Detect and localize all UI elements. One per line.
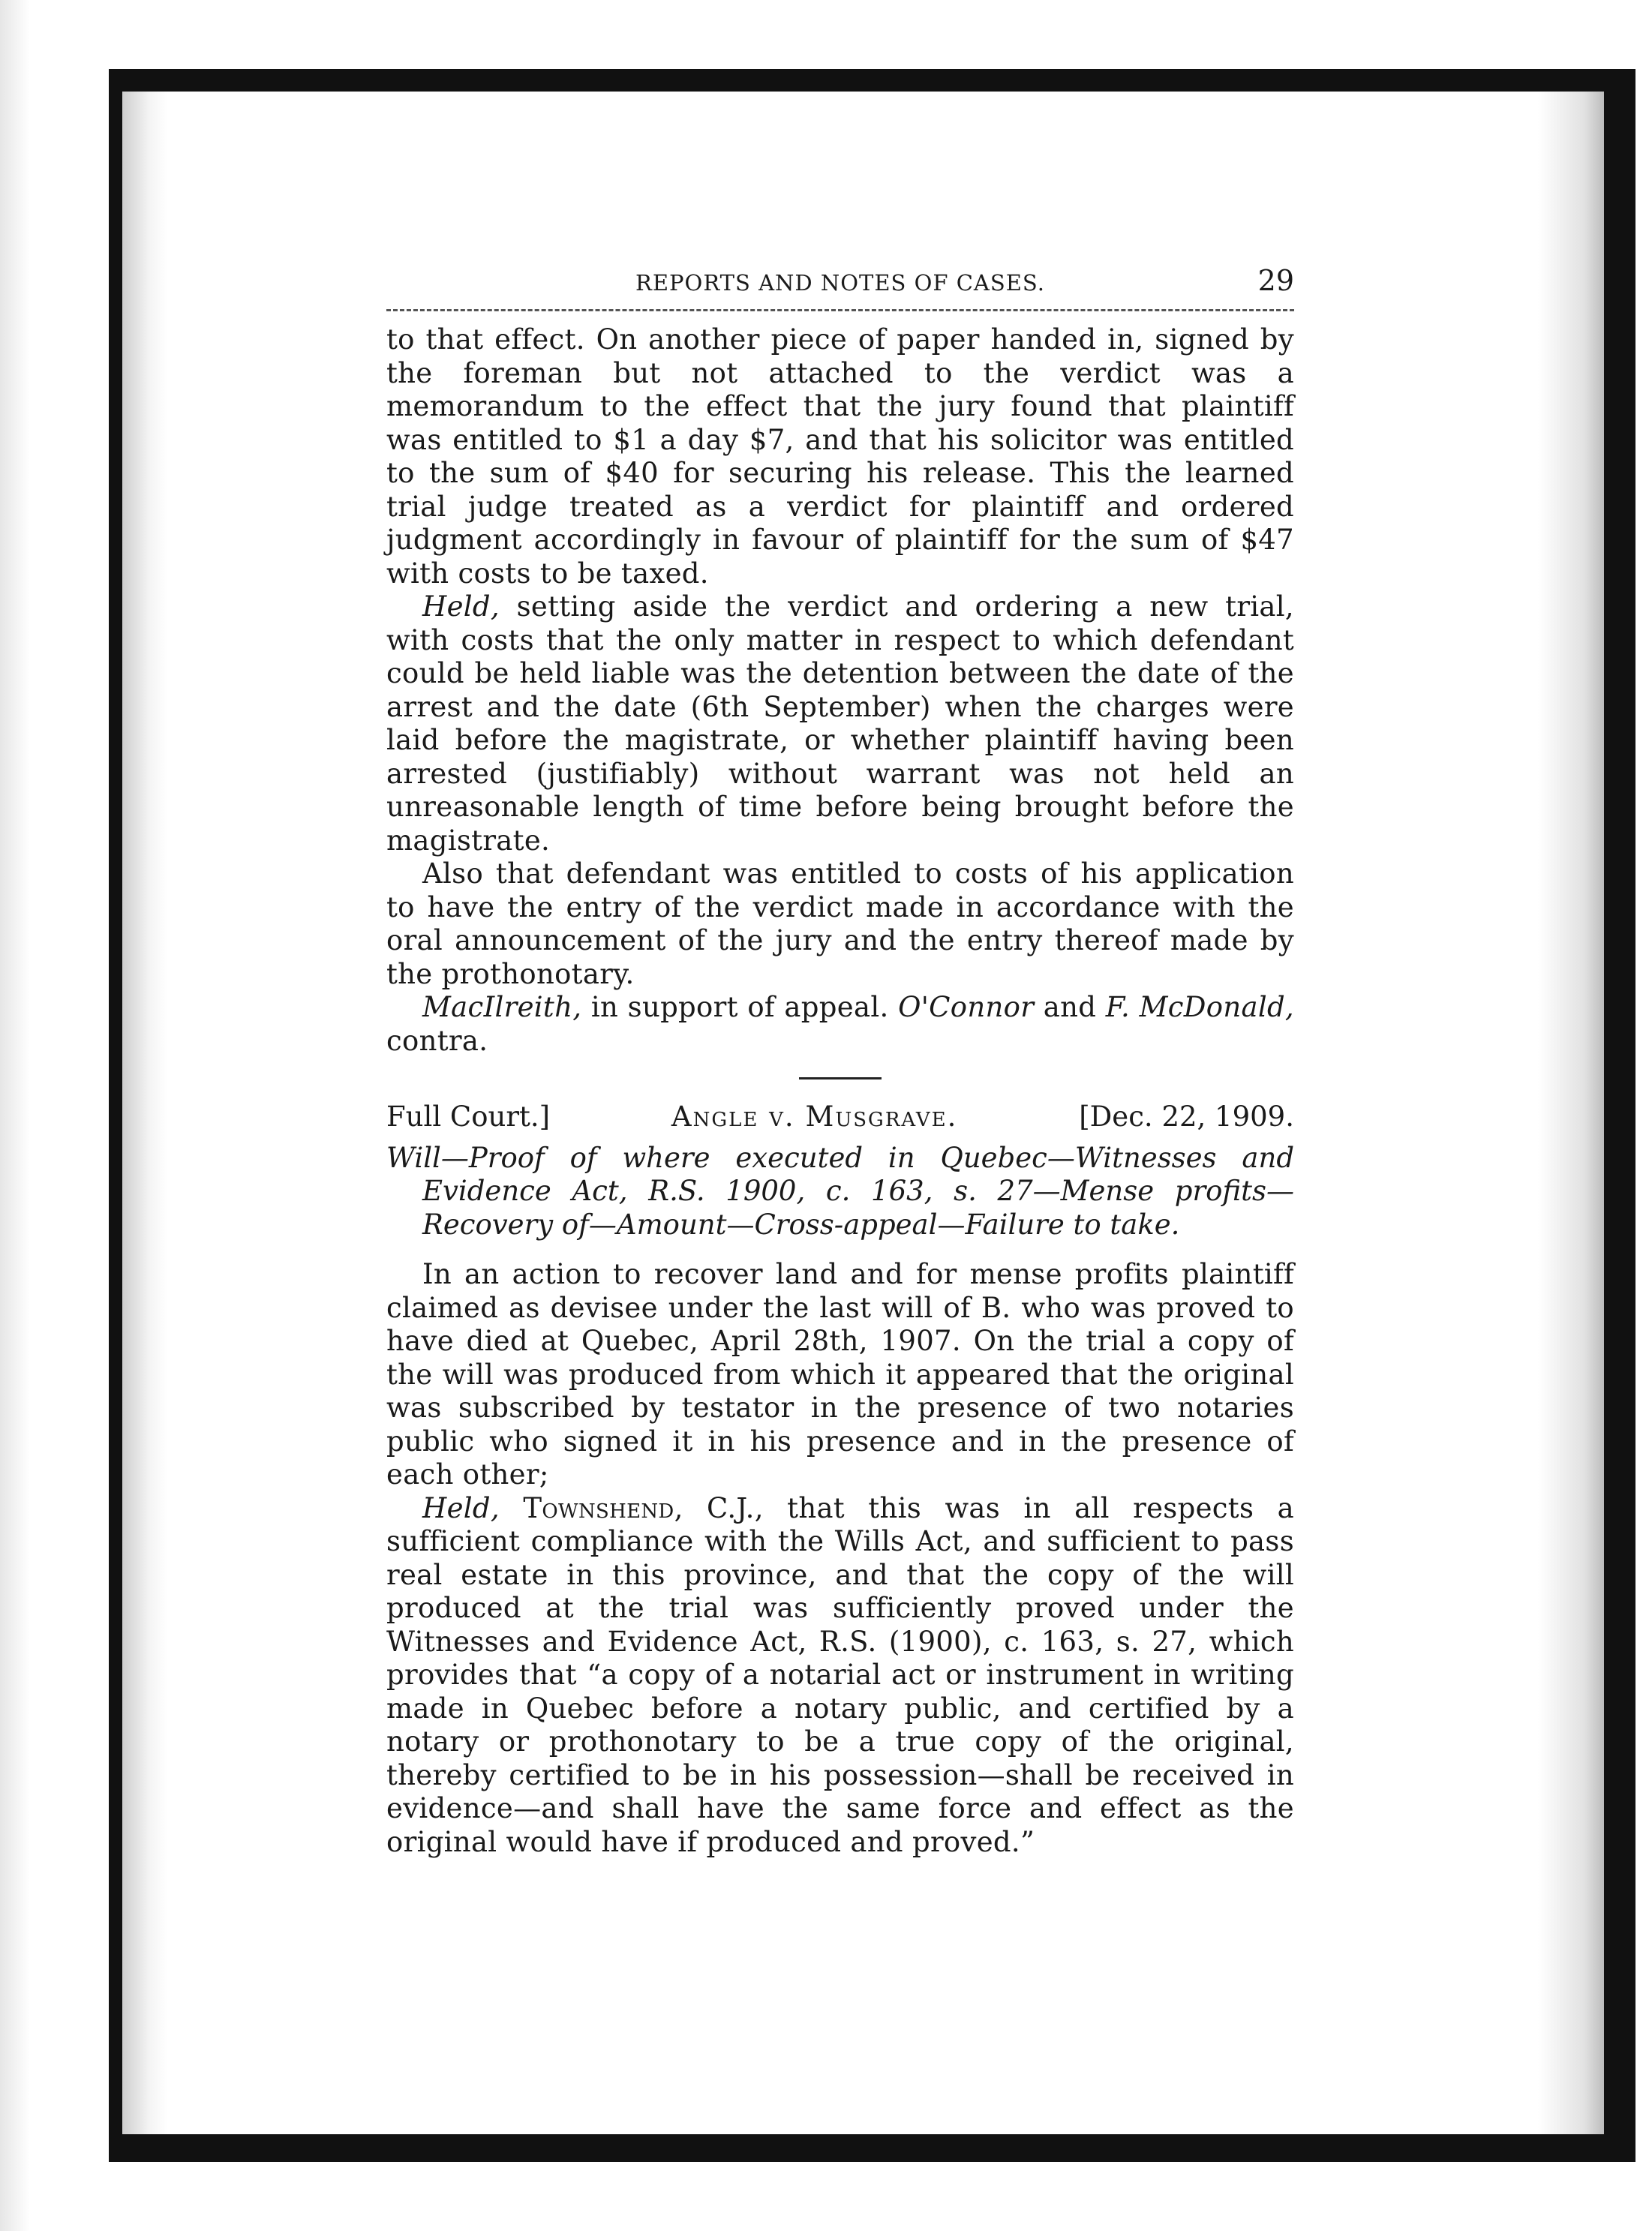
- case-2-headnote: Will—Proof of where executed in Quebec—Witnesses and Evidence Act, R.S. 1900, c. 163, s. 27—Mense profits—Recovery of—Amount—Cross-appeal—Failure to take.: [386, 1141, 1294, 1241]
- scan-frame-right: [1604, 69, 1635, 2162]
- case-1-counsel-paragraph: [386, 991, 1294, 1058]
- scan-frame-left: [109, 69, 122, 2162]
- case-1-held-paragraph: [386, 590, 1294, 857]
- counsel-mid-text: in support of appeal.: [581, 991, 899, 1023]
- case-2-body: [386, 1258, 1294, 1859]
- page-number: 29: [1257, 264, 1294, 297]
- counsel-appellant: MacIlreith,: [422, 991, 582, 1023]
- counsel-respondent-2: F. McDonald,: [1105, 991, 1294, 1023]
- case-2-paragraph-1: In an action to recover land and for mense profits plaintiff claimed as devisee under the last will of B. who was proved to have died at Quebec, April 28th, 1907. On the trial a copy of the will was produced from which it appeared that the original was subscribed by testator in the presence of two notaries public who signed it in his presence and in the presence of each other;: [386, 1258, 1294, 1491]
- scan-frame-top: [109, 69, 1635, 92]
- judge-name: Townshend: [523, 1491, 674, 1524]
- case-2-header: [386, 1100, 1294, 1134]
- held-label: Held,: [422, 1491, 500, 1524]
- page-edge-shadow: [1538, 92, 1604, 2134]
- counsel-and-text: and: [1034, 991, 1106, 1023]
- case-title: Angle v. Musgrave.: [671, 1100, 958, 1133]
- document-page: [386, 264, 1294, 1859]
- court-label: Full Court.]: [386, 1100, 551, 1133]
- case-2-held-paragraph: [386, 1492, 1294, 1860]
- scan-frame-bottom: [109, 2134, 1635, 2162]
- held-text: setting aside the verdict and ordering a new trial, with costs that the only matter in respect to which defendant could be held liable was the detention between the date of the arrest and the date (6th September) when the charges were laid before the magistrate, or whether plaintiff having been arrested (justifiably) without warrant was not held an unreasonable length of time before being brought before the magistrate.: [386, 590, 1294, 857]
- book-binding-shadow: [122, 92, 167, 2134]
- held-text: that this was in all respects a sufficient compliance with the Wills Act, and sufficient to pass real estate in this province, and that the copy of the will produced at the trial was sufficiently proved under the Witnesses and Evidence Act, R.S. (1900), c. 163, s. 27, which provides that “a copy of a notarial act or instrument in writing made in Quebec before a notary public, and certified by a notary or prothonotary to be a true copy of the original, thereby certified to be in his possession—shall be received in evidence—and shall have the same force and effect as the original would have if produced and proved.”: [386, 1491, 1294, 1858]
- counsel-respondent-1: O'Connor: [898, 991, 1035, 1023]
- case-1-paragraph-1: to that effect. On another piece of paper handed in, signed by the foreman but not attached to the verdict was a memorandum to the effect that the jury found that plaintiff was entitled to $1 a day $7, and that his solicitor was entitled to the sum of $40 for securing his release. This the learned trial judge treated as a verdict for plaintiff and ordered judgment accordingly in favour of plaintiff for the sum of $47 with costs to be taxed.: [386, 323, 1294, 590]
- held-label: Held,: [422, 590, 500, 623]
- judge-suffix: , C.J.,: [674, 1491, 764, 1524]
- case-divider: [799, 1077, 882, 1079]
- scan-left-edge: [0, 0, 30, 2231]
- running-header: [386, 264, 1294, 311]
- case-1-body: [386, 323, 1294, 1058]
- case-date: [Dec. 22, 1909.: [1079, 1100, 1294, 1133]
- running-title: REPORTS AND NOTES OF CASES.: [635, 270, 1045, 296]
- counsel-contra-text: contra.: [386, 1024, 488, 1057]
- case-1-also-paragraph: Also that defendant was entitled to costs of his application to have the entry of the verdict made in accordance with the oral announcement of the jury and the entry thereof made by the prothonotary.: [386, 857, 1294, 990]
